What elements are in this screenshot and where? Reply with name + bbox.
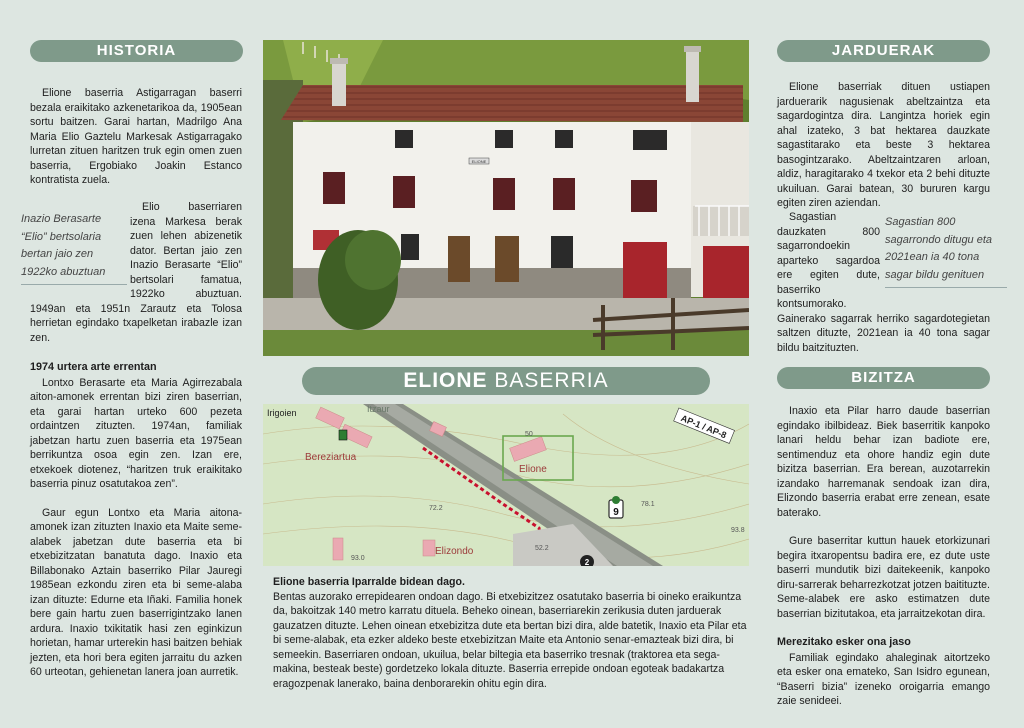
bizitza-paragraph-3: Familiak egindako ahaleginak aitortzeko eta esker ona emateko, San Isidro egunean, “Baserri bizia” izeneko oroigarria emango zaie senideei. xyxy=(777,651,990,707)
location-map xyxy=(263,404,749,566)
map-height-52-2: 52.2 xyxy=(535,545,549,552)
map-height-78-1: 78.1 xyxy=(641,501,655,508)
farmhouse-sign: ELIONE xyxy=(471,159,487,164)
map-illustration xyxy=(263,404,749,566)
jarduerak-heading: JARDUERAK xyxy=(777,40,990,62)
bizitza-paragraph-1: Inaxio eta Pilar harro daude baserrian egindako ibilbideaz. Biek baserritik kanpoko lanari heldu behar izan badiote ere, sentimenduz eta ohore handiz egin dute bizitza baserrian. Era berean, auzotarrekin izandako harremanak sendoak izan dira, Elizondo baserria erabat erre zenean, esate baterako. xyxy=(777,405,990,519)
map-label-itzaur: Itzaur xyxy=(367,404,390,414)
page-title xyxy=(302,367,710,395)
jarduerak-sidenote: Sagastian 800 sagarrondo ditugu eta 2021ean ia 40 tona sagar bildu genituen xyxy=(885,214,1007,288)
map-caption xyxy=(273,575,749,691)
page-title-rest: BASERRIA xyxy=(487,369,609,392)
historia-subheading: 1974 urtera arte errentan xyxy=(30,361,157,373)
map-caption-heading: Elione baserria Iparralde bidean dago. xyxy=(273,576,465,588)
map-label-irigoien: Irigoien xyxy=(267,408,297,418)
svg-text:2: 2 xyxy=(584,558,590,566)
map-label-elizondo: Elizondo xyxy=(435,546,474,557)
map-height-93-0: 93.0 xyxy=(351,555,365,562)
page-title-bold: ELIONE xyxy=(403,369,488,392)
cider-icon xyxy=(339,430,347,440)
map-caption-text: Bentas auzorako errepidearen ondoan dago. Bi etxebizitzez osatutako baserria bi oineko eraikuntza da, bakoitzak 140 metro karratu dituela. Beheko oinean, baserriarekin zerikusia duten jarduerak gauzatzen dituzte. Lehen oinean etxebizitza dute eta bertan bizi dira, alde batetik, Inaxio eta Pilar eta bi seme-alabak, eta ezker aldeko beste etxebizitzan Maite eta Antonio senar-emazteak bizi dira, bi semeekin. Baserriaren ondoan, ukuilua, belar biltegia eta baserriko tresnak (traktorea eta sega-makina, besteak beste) gordetzeko lokala dituzte. Baserria errepide ondoan egoteak badakartza eragozpenak lanerako, baina denborarekin ohitu egin dira. xyxy=(273,590,747,690)
farmhouse-illustration xyxy=(263,40,749,356)
historia-section-2: 1974 urtera arte errentan Lontxo Berasarte eta Maria Agirrezabala aiton-amonek errentan bizi ziren baserrian, eta garai hartan urteko 600 pezeta ordaintzen zituzten. 1974an, familiak jabetzan hartu zuen baserria eta 1975ean berrikuntza osoa egin zen. Izan ere, etxekoek diotenez, “haritzen truk eraikitako baserria pinuz osatutakoa zen”. Gaur egun Lontxo eta Maria aitona-amonek izan zituzten Inaxio eta Maite seme-alabek jabetzan dute baserria eta bi etxebizitzatan banatuta dago. Inaxio eta Billabonako Aztain baserriko Pilar Jauregi 1985ean ezkondu ziren eta bi seme-alaba izan dituzte: Edurne eta Iñaki. Familia honek bere gain hartu zuen baserrigintzako lanen ardura. Inaxio txikitatik hasi zen eginkizun horietan, hamar urterekin hasi baitzen behiak jezten, eta hori bera egiten jarraitu du azken 60 urteotan, gehienetan lanera joan aurretik. xyxy=(30,361,242,678)
historia-paragraph-4: Gaur egun Lontxo eta Maria aitona-amonek izan zituzten Inaxio eta Maite seme-alabek jabetzan dute baserria eta bi etxebizitzatan banatuta dago. Inaxio eta Billabonako Aztain baserriko Pilar Jauregi 1985ean ezkondu ziren eta bi seme-alaba izan dituzte: Edurne eta Iñaki. Familia honek bere gain hartu zuen baserrigintzako lanen ardura. Inaxio txikitatik hasi zen eginkizun horietan, hamar urterekin hasi baitzen behiak jezten, eta hori bera egiten jarraitu du azken 60 urteotan, gehienetan lanera joan aurretik. xyxy=(30,506,242,678)
map-label-bereziartua: Bereziartua xyxy=(305,452,357,463)
historia-paragraph-2: Elio baserriaren izena Markesa berak zuen lehen abizenetik dator. Bertan jaio zen Inazio Berasarte “Elio” bertsolari famatua, 1922ko abuztuan. 1949an eta 1951n Zarautz eta Tolosa herrietan egindako txapelketan irabazle izan zen. xyxy=(30,201,242,344)
bizitza-text xyxy=(777,404,990,723)
historia-paragraph-1: Elione baserria Astigarragan baserri bezala eraikitako azkenetarikoa da, 1905ean sortu baitzen. Garai hartan, Madrilgo Ana Maria Elio Gaztelu Markesak Astigarragako lurretan zituen haritzen truk egin omen zuen baserria, Ergobiako Joakin Estanco kontratista zuela. xyxy=(30,87,242,186)
map-label-elione: Elione xyxy=(519,464,547,475)
map-label-motorway: AP-1 / AP-8 xyxy=(679,412,728,441)
svg-text:9: 9 xyxy=(613,507,619,518)
map-height-72-2: 72.2 xyxy=(429,505,443,512)
bizitza-paragraph-2: Gure baserritar kuttun hauek etorkizunari begira itxaropentsu badira ere, ez dute uste baserri mundutik bizi daitekeenik, kanpoko diru-sarrerak beharrezkotzat jotzen baitituzte. Seme-alabek ere asko estimatzen dute baserrian bizitutakoa, eta jarraitzekotan dira. xyxy=(777,535,990,620)
jarduerak-paragraph-1: Elione baserriak dituen ustiapen jarduerarik nagusienak abeltzaintza eta sagardogintza dira. Langintza horiek egin ahal izateko, 3 bat hektarea dauzkate sagastitarako eta beste 3 hektarea basogintzarako. Abeltzaintzaren arloan, aldiz, haragitarako 4 txekor eta 2 behi dituzte ukuiluan. Garai batean, 30 bururen kargu egiten ziren aziendan. xyxy=(777,81,990,209)
historia-heading: HISTORIA xyxy=(30,40,243,62)
historia-sidenote: Inazio Berasarte “Elio” bertsolaria bertan jaio zen 1922ko abuztuan xyxy=(21,211,127,285)
bizitza-heading: BIZITZA xyxy=(777,367,990,389)
map-height-50: 50 xyxy=(525,431,533,438)
farmhouse-photo xyxy=(263,40,749,356)
map-height-93-8: 93.8 xyxy=(731,527,745,534)
bizitza-subheading: Merezitako esker ona jaso xyxy=(777,636,911,648)
jarduerak-paragraph-2: Sagastian dauzkaten 800 sagarrondoekin aparteko sagardoa ere egiten dute, baserriko kontsumorako. Gainerako sagarrak herriko sagardotegietan saltzen dituzte, 2021ean ia 40 tona sagar bildu baitzituzten. xyxy=(777,211,990,354)
